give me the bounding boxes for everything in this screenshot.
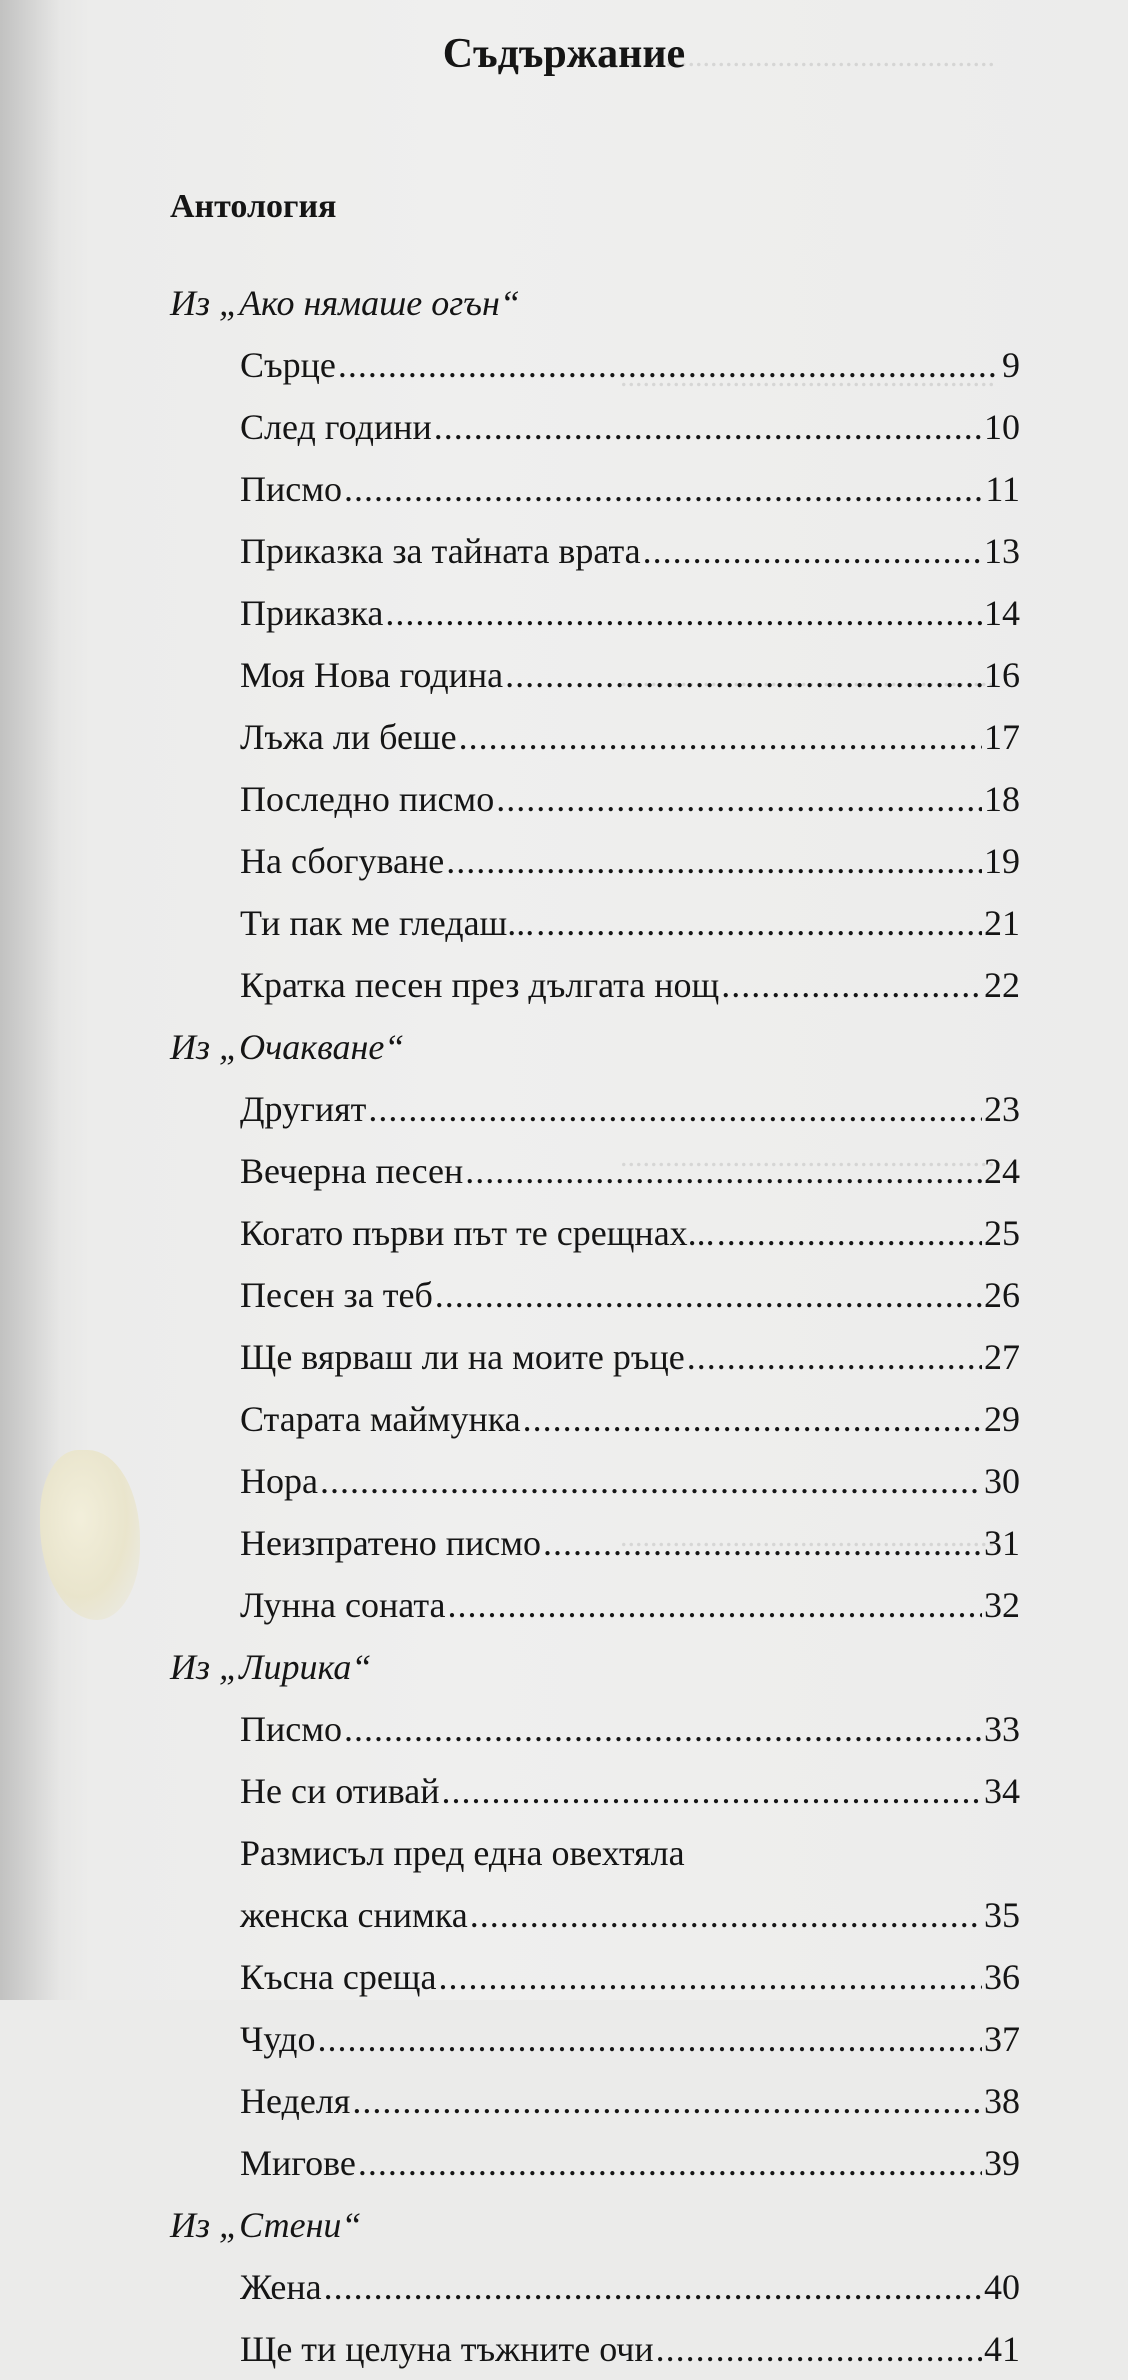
toc-entry-title: Късна среща — [240, 1957, 437, 1997]
toc-entry — [170, 1388, 1020, 1450]
dot-leader — [317, 2008, 982, 2070]
toc-entry — [170, 892, 1020, 954]
toc-entry-page-number: 13 — [984, 531, 1020, 571]
toc-entry-title: Моя Нова година — [240, 655, 504, 695]
toc-entry-page-number: 19 — [984, 841, 1020, 881]
dot-leader — [435, 1264, 982, 1326]
toc-entry-page-number: 29 — [984, 1399, 1020, 1439]
toc-entry-title: Писмо — [240, 469, 343, 509]
dot-leader — [536, 892, 982, 954]
dot-leader — [643, 520, 982, 582]
dot-leader — [344, 1698, 982, 1760]
book-heading: Из „Ако нямаше огън“ — [170, 283, 520, 323]
toc-entry-page-number: 40 — [984, 2267, 1020, 2307]
dot-leader — [687, 1326, 982, 1388]
toc-entry-page-number: 11 — [985, 469, 1020, 509]
toc-entry-title: Не си отивай — [240, 1771, 440, 1811]
dot-leader — [721, 954, 982, 1016]
toc-entry-title: Писмо — [240, 1709, 343, 1749]
toc-entry-page-number: 34 — [984, 1771, 1020, 1811]
dot-leader — [439, 1946, 982, 2008]
page-gutter-shadow — [0, 0, 60, 2000]
book-heading: Из „Лирика“ — [170, 1647, 372, 1687]
show-through-lines: .................................................. — [620, 40, 995, 73]
toc-entry-page-number: 22 — [984, 965, 1020, 1005]
show-through-lines: .................................................. — [620, 1140, 995, 1173]
toc-entry-page-number: 16 — [984, 655, 1020, 695]
dot-leader — [358, 2132, 982, 2194]
toc-entry-page-number: 27 — [984, 1337, 1020, 1377]
toc-entry-title: Ще вярваш ли на моите ръце — [240, 1337, 685, 1377]
toc-entry-title: Ще ти целуна тъжните очи — [240, 2329, 654, 2369]
toc-entry-title: След години — [240, 407, 432, 447]
toc-entry — [170, 706, 1020, 768]
toc-entry-page-number: 38 — [984, 2081, 1020, 2121]
toc-entry-page-number: 9 — [1002, 345, 1020, 385]
toc-entry-page-number: 21 — [984, 903, 1020, 943]
book-heading: Из „Очакване“ — [170, 1027, 405, 1067]
toc-entry-page-number: 24 — [984, 1151, 1020, 1191]
toc-entry-title: Кратка песен през дългата нощ — [240, 965, 720, 1005]
toc-entry-page-number: 39 — [984, 2143, 1020, 2183]
toc-entry-title: Песен за теб — [240, 1275, 433, 1315]
toc-entry-title: Старата маймунка — [240, 1399, 521, 1439]
toc-entry-title: Лъжа ли беше — [240, 717, 457, 757]
toc-entry — [170, 644, 1020, 706]
dot-leader — [338, 334, 1000, 396]
toc-entry — [170, 1140, 1020, 1202]
page-title: Съдържание — [442, 31, 686, 77]
toc-entry-page-number: 18 — [984, 779, 1020, 819]
dot-leader — [368, 1078, 982, 1140]
toc-entry-title-line: Размисъл пред една овехтяла — [240, 1833, 685, 1873]
toc-entry-title: Ти пак ме гледаш... — [240, 903, 535, 943]
dot-leader — [523, 1388, 982, 1450]
toc-entry — [170, 1698, 1020, 1760]
toc-entry-page-number: 14 — [984, 593, 1020, 633]
toc-entry — [170, 1450, 1020, 1512]
toc-entry — [170, 2070, 1020, 2132]
toc-entry-page-number: 32 — [984, 1585, 1020, 1625]
toc-entry-title: Неделя — [240, 2081, 351, 2121]
toc-entry-page-number: 35 — [984, 1895, 1020, 1935]
dot-leader — [656, 2318, 982, 2380]
dot-leader — [543, 1512, 982, 1574]
toc-entry — [170, 2132, 1020, 2194]
toc-entry — [170, 396, 1020, 458]
toc-entry — [170, 1326, 1020, 1388]
dot-leader — [434, 396, 982, 458]
dot-leader — [442, 1760, 982, 1822]
toc-entry — [170, 520, 1020, 582]
toc-entry — [170, 1202, 1020, 1264]
toc-entry-title: Другият — [240, 1089, 367, 1129]
toc-entry-title: Последно писмо — [240, 779, 495, 819]
toc-entry-page-number: 23 — [984, 1089, 1020, 1129]
book-heading: Из „Стени“ — [170, 2205, 362, 2245]
toc-entry-page-number: 17 — [984, 717, 1020, 757]
toc-entry — [170, 2318, 1020, 2380]
dot-leader — [352, 2070, 982, 2132]
dot-leader — [465, 1140, 982, 1202]
toc-entry-title: Жена — [240, 2267, 322, 2307]
dot-leader — [447, 1574, 982, 1636]
toc-entry — [170, 334, 1020, 396]
toc-entry — [170, 1884, 1020, 1946]
toc-entry-title: Когато първи път те срещнах... — [240, 1213, 715, 1253]
toc-entry — [170, 582, 1020, 644]
toc-entry-page-number: 33 — [984, 1709, 1020, 1749]
toc-entry-title: Вечерна песен — [240, 1151, 464, 1191]
toc-entry — [170, 2256, 1020, 2318]
toc-entry — [170, 954, 1020, 1016]
dot-leader — [717, 1202, 982, 1264]
toc-entry-title: женска снимка — [240, 1895, 468, 1935]
toc-entry — [170, 1512, 1020, 1574]
toc-entry — [170, 458, 1020, 520]
dot-leader — [470, 1884, 982, 1946]
toc-entry-page-number: 36 — [984, 1957, 1020, 1997]
table-of-contents — [170, 272, 1020, 2380]
show-through-lines: .................................................. — [620, 1520, 995, 1553]
toc-entry — [170, 1946, 1020, 2008]
toc-entry-title: Нора — [240, 1461, 318, 1501]
dot-leader — [505, 644, 982, 706]
toc-entry-title: Приказка за тайната врата — [240, 531, 641, 571]
show-through-lines: .................................................. — [620, 660, 995, 693]
dot-leader — [459, 706, 982, 768]
toc-entry-title: Лунна соната — [240, 1585, 446, 1625]
dot-leader — [320, 1450, 982, 1512]
toc-entry-page-number: 25 — [984, 1213, 1020, 1253]
toc-entry — [170, 1574, 1020, 1636]
show-through-lines: .................................................. — [620, 360, 995, 393]
dot-leader — [385, 582, 982, 644]
toc-entry-page-number: 10 — [984, 407, 1020, 447]
toc-entry — [170, 768, 1020, 830]
toc-entry-page-number: 30 — [984, 1461, 1020, 1501]
dot-leader — [344, 458, 983, 520]
dot-leader — [324, 2256, 982, 2318]
toc-entry — [170, 830, 1020, 892]
dot-leader — [496, 768, 982, 830]
toc-entry-title: Приказка — [240, 593, 384, 633]
toc-entry-title: На сбогуване — [240, 841, 445, 881]
toc-entry-title: Чудо — [240, 2019, 316, 2059]
toc-entry — [170, 1264, 1020, 1326]
toc-entry-page-number: 37 — [984, 2019, 1020, 2059]
toc-entry — [170, 2008, 1020, 2070]
toc-entry-title: Неизпратено писмо — [240, 1523, 542, 1563]
toc-entry — [170, 1078, 1020, 1140]
toc-entry-title: Сърце — [240, 345, 336, 385]
dot-leader — [446, 830, 982, 892]
toc-entry-page-number: 26 — [984, 1275, 1020, 1315]
section-heading: Антология — [170, 188, 337, 225]
toc-entry-page-number: 41 — [984, 2329, 1020, 2369]
toc-entry — [170, 1760, 1020, 1822]
toc-entry-page-number: 31 — [984, 1523, 1020, 1563]
toc-entry-title: Мигове — [240, 2143, 356, 2183]
